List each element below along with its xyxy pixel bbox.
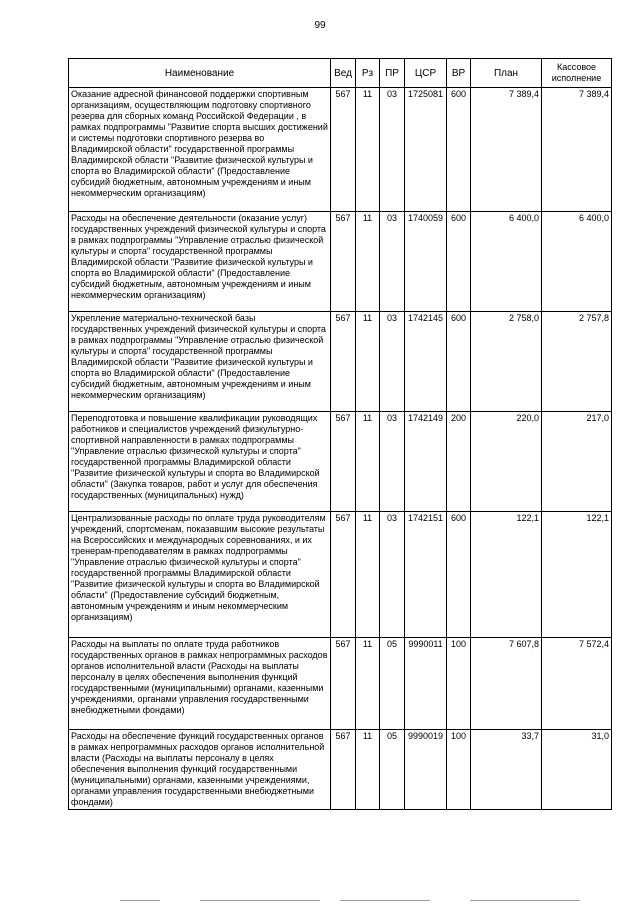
row-pr: 05 (380, 638, 405, 730)
table-row (69, 512, 612, 638)
row-plan: 7 389,4 (471, 88, 542, 212)
row-name: Централизованные расходы по оплате труда руководителям учреждений, спортсменам, показавшим высокие результаты на Всероссийских и международных соревнованиях, и их тренерам-преподавателям в рамках подпрограммы "Управление отраслью физической культуры и спорта" государственной программы Владимирской области "Развитие физической культуры и спорта во Владимирской области" (Предоставление субсидий бюджетным, автономным учреждениям и иным некоммерческим организациям) (69, 512, 331, 638)
row-vr: 600 (447, 312, 471, 412)
row-rz: 11 (356, 212, 380, 312)
table-row (69, 88, 612, 212)
scan-edge-mark (200, 900, 320, 901)
row-name: Оказание адресной финансовой поддержки спортивным организациям, осуществляющим подготовку спортивного резерва для сборных команд Российской Федерации , в рамках подпрограммы "Развитие спорта высших достижений и системы подготовки спортивного резерва во Владимирской области" государственной программы Владимирской области "Развитие физической культуры и спорта во Владимирской области" (Предоставление субсидий бюджетным, автономным учреждениям и иным некоммерческим организациям) (69, 88, 331, 212)
row-kass: 6 400,0 (542, 212, 612, 312)
row-vr: 100 (447, 638, 471, 730)
row-csr: 9990019 (405, 730, 447, 810)
row-rz: 11 (356, 638, 380, 730)
header-csr: ЦСР (405, 59, 447, 88)
header-name: Наименование (69, 59, 331, 88)
row-pr: 03 (380, 512, 405, 638)
scan-edge-mark (120, 900, 160, 901)
table-header-row (69, 59, 612, 88)
budget-table (68, 58, 612, 810)
row-rz: 11 (356, 512, 380, 638)
row-kass: 2 757,8 (542, 312, 612, 412)
table-row (69, 730, 612, 810)
scan-edge-mark (470, 900, 580, 901)
row-name: Расходы на обеспечение функций государственных органов в рамках непрограммных расходов органов исполнительной власти (Расходы на выплаты персоналу в целях обеспечения выполнения функций государственными (муниципальными) органами, казенными учреждениями, органами управления государственными внебюджетными фондами) (69, 730, 331, 810)
row-pr: 05 (380, 730, 405, 810)
row-kass: 7 389,4 (542, 88, 612, 212)
row-rz: 11 (356, 730, 380, 810)
row-plan: 7 607,8 (471, 638, 542, 730)
row-csr: 1740059 (405, 212, 447, 312)
row-rz: 11 (356, 312, 380, 412)
row-vr: 100 (447, 730, 471, 810)
row-name: Укрепление материально-технической базы государственных учреждений физической культуры и спорта в рамках подпрограммы "Управление отраслью физической культуры и спорта" государственной программы Владимирской области "Развитие физической культуры и спорта во Владимирской области" (Предоставление субсидий бюджетным, автономным учреждениям и иным некоммерческим организациям) (69, 312, 331, 412)
row-pr: 03 (380, 212, 405, 312)
row-csr: 1742149 (405, 412, 447, 512)
row-name: Расходы на выплаты по оплате труда работников государственных органов в рамках непрограммных расходов органов исполнительной власти (Расходы на выплаты персоналу в целях обеспечения выполнения функций государственными (муниципальными) органами, казенными учреждениями, органами управления государственными внебюджетными фондами) (69, 638, 331, 730)
row-kass: 217,0 (542, 412, 612, 512)
row-vr: 600 (447, 512, 471, 638)
row-csr: 1725081 (405, 88, 447, 212)
row-rz: 11 (356, 412, 380, 512)
header-pr: ПР (380, 59, 405, 88)
row-ved: 567 (331, 512, 356, 638)
row-name: Переподготовка и повышение квалификации руководящих работников и специалистов учреждений физкультурно-спортивной направленности в рамках подпрограммы "Управление отраслью физической культуры и спорта" государственной программы Владимирской области "Развитие физической культуры и спорта во Владимирской области" (Закупка товаров, работ и услуг для обеспечения государственных (муниципальных) нужд) (69, 412, 331, 512)
row-plan: 122,1 (471, 512, 542, 638)
row-plan: 33,7 (471, 730, 542, 810)
header-plan: План (471, 59, 542, 88)
row-csr: 1742151 (405, 512, 447, 638)
table-row (69, 212, 612, 312)
row-kass: 122,1 (542, 512, 612, 638)
row-plan: 6 400,0 (471, 212, 542, 312)
row-ved: 567 (331, 730, 356, 810)
scan-edge-mark (340, 900, 430, 901)
row-ved: 567 (331, 312, 356, 412)
row-ved: 567 (331, 212, 356, 312)
row-name: Расходы на обеспечение деятельности (оказание услуг) государственных учреждений физической культуры и спорта в рамках подпрограммы "Управление отраслью физической культуры и спорта" государственной программы Владимирской области "Развитие физической культуры и спорта во Владимирской области" (Предоставление субсидий бюджетным, автономным учреждениям и иным некоммерческим организациям) (69, 212, 331, 312)
row-vr: 200 (447, 412, 471, 512)
header-kass: Кассовое исполнение (542, 59, 612, 88)
row-pr: 03 (380, 412, 405, 512)
row-kass: 7 572,4 (542, 638, 612, 730)
row-pr: 03 (380, 312, 405, 412)
row-csr: 1742145 (405, 312, 447, 412)
header-ved: Вед (331, 59, 356, 88)
row-rz: 11 (356, 88, 380, 212)
row-plan: 2 758,0 (471, 312, 542, 412)
table-row (69, 638, 612, 730)
row-ved: 567 (331, 88, 356, 212)
row-csr: 9990011 (405, 638, 447, 730)
header-vr: ВР (447, 59, 471, 88)
table-row (69, 412, 612, 512)
row-plan: 220,0 (471, 412, 542, 512)
row-pr: 03 (380, 88, 405, 212)
row-vr: 600 (447, 212, 471, 312)
page-number: 99 (314, 20, 326, 31)
row-vr: 600 (447, 88, 471, 212)
table-row (69, 312, 612, 412)
row-ved: 567 (331, 412, 356, 512)
header-rz: Рз (356, 59, 380, 88)
row-ved: 567 (331, 638, 356, 730)
row-kass: 31,0 (542, 730, 612, 810)
